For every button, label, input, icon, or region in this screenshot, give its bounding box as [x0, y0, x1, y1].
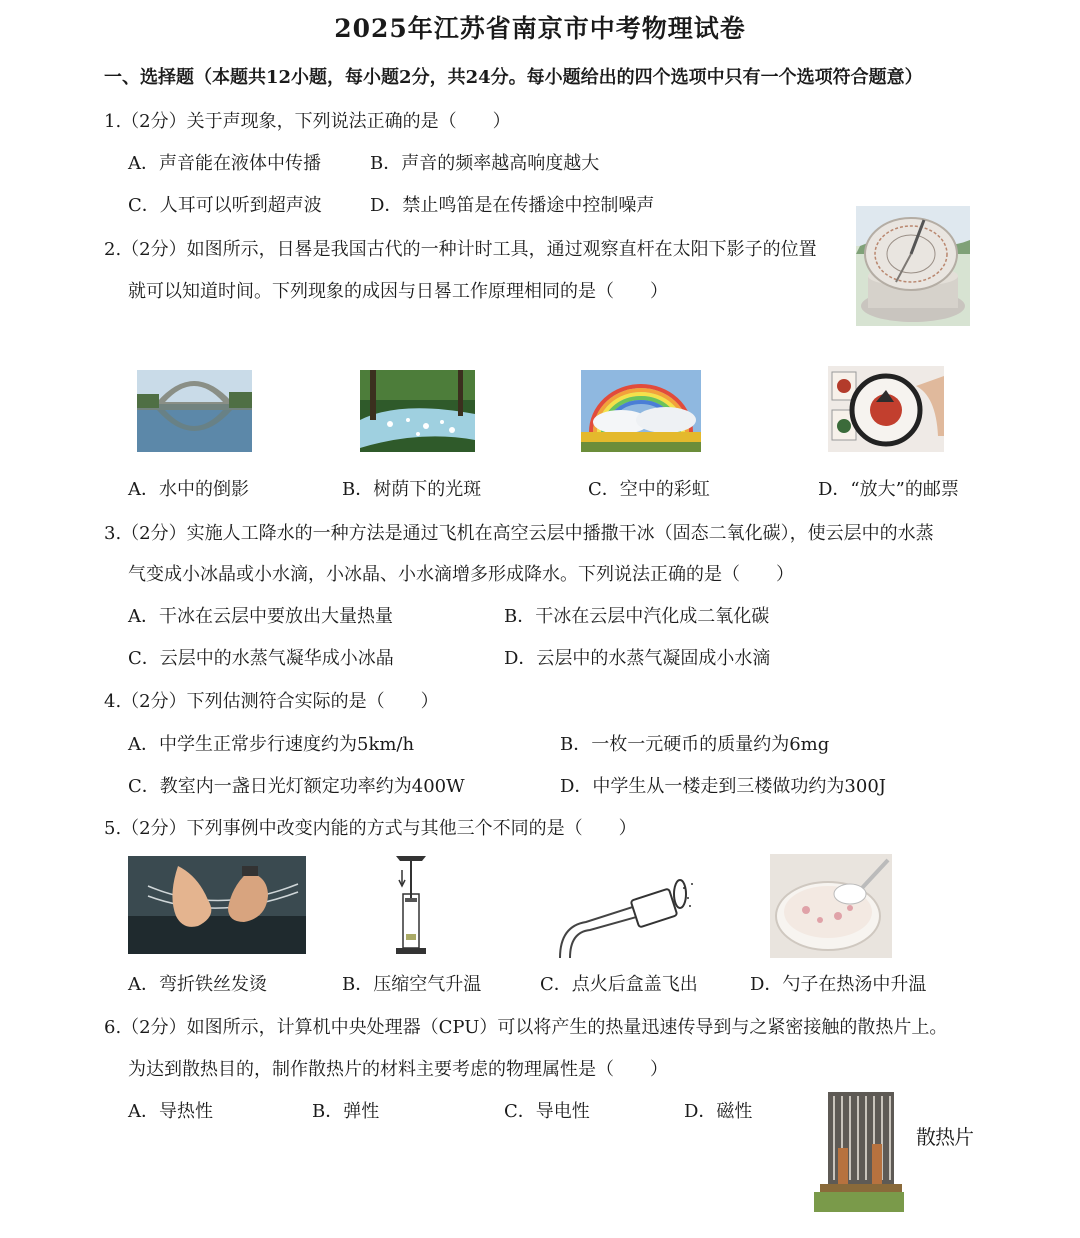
tree-shade-image — [360, 370, 475, 452]
q6-option-b: B．弹性 — [312, 1101, 380, 1122]
q1-option-b: B．声音的频率越高响度越大 — [370, 153, 600, 174]
q6-option-d: D．磁性 — [684, 1101, 753, 1122]
rainbow-image — [581, 370, 701, 452]
q5-option-b: B．压缩空气升温 — [342, 974, 482, 995]
q4-option-c: C．教室内一盏日光灯额定功率约为400W — [128, 776, 465, 797]
section-heading: 一、选择题（本题共12小题，每小题2分，共24分。每小题给出的四个选项中只有一个选项符合题意） — [104, 67, 923, 88]
q3-stem-line2: 气变成小冰晶或小水滴，小冰晶、小水滴增多形成降水。下列说法正确的是（ ） — [128, 564, 794, 585]
q5-option-a: A．弯折铁丝发烫 — [128, 974, 267, 995]
q2-option-d: D．“放大”的邮票 — [818, 479, 959, 500]
q1-stem: 1.（2分）关于声现象，下列说法正确的是（ ） — [104, 111, 511, 132]
q1-option-d: D．禁止鸣笛是在传播途中控制噪声 — [370, 195, 655, 216]
q5-option-d: D．勺子在热汤中升温 — [750, 974, 927, 995]
q3-option-b: B．干冰在云层中汽化成二氧化碳 — [504, 606, 770, 627]
magnified-stamp-image — [828, 366, 944, 452]
q3-option-a: A．干冰在云层中要放出大量热量 — [128, 606, 393, 627]
q2-option-a: A．水中的倒影 — [128, 479, 249, 500]
spoon-soup-image — [770, 854, 892, 958]
q6-stem-line1: 6.（2分）如图所示，计算机中央处理器（CPU）可以将产生的热量迅速传导到与之紧密接触的散热片上。 — [104, 1017, 948, 1038]
q6-option-a: A．导热性 — [128, 1101, 213, 1122]
q3-stem-line1: 3.（2分）实施人工降水的一种方法是通过飞机在高空云层中播撒干冰（固态二氧化碳），使云层中的水蒸 — [104, 523, 934, 544]
q1-option-a: A．声音能在液体中传播 — [128, 153, 321, 174]
bending-wire-image — [128, 856, 306, 954]
air-compression-image — [386, 850, 436, 960]
bridge-reflection-image — [137, 370, 252, 452]
q3-option-c: C．云层中的水蒸气凝华成小冰晶 — [128, 648, 394, 669]
sundial-image — [856, 206, 970, 326]
q2-stem-line2: 就可以知道时间。下列现象的成因与日晷工作原理相同的是（ ） — [128, 281, 668, 302]
heat-sink-image — [812, 1088, 908, 1212]
q2-option-b: B．树荫下的光斑 — [342, 479, 482, 500]
ignition-box-image — [556, 876, 696, 960]
q1-option-c: C．人耳可以听到超声波 — [128, 195, 322, 216]
q4-option-b: B．一枚一元硬币的质量约为6mg — [560, 734, 830, 755]
q3-option-d: D．云层中的水蒸气凝固成小水滴 — [504, 648, 771, 669]
q4-stem: 4.（2分）下列估测符合实际的是（ ） — [104, 691, 439, 712]
q6-stem-line2: 为达到散热目的，制作散热片的材料主要考虑的物理属性是（ ） — [128, 1059, 668, 1080]
page-title: 2025年江苏省南京市中考物理试卷 — [334, 14, 746, 43]
q5-stem: 5.（2分）下列事例中改变内能的方式与其他三个不同的是（ ） — [104, 818, 637, 839]
q2-option-c: C．空中的彩虹 — [588, 479, 710, 500]
q2-stem-line1: 2.（2分）如图所示，日晷是我国古代的一种计时工具，通过观察直杆在太阳下影子的位置 — [104, 239, 817, 260]
q4-option-a: A．中学生正常步行速度约为5km/h — [128, 734, 415, 755]
heat-sink-label: 散热片 — [916, 1125, 973, 1149]
q6-option-c: C．导电性 — [504, 1101, 590, 1122]
q4-option-d: D．中学生从一楼走到三楼做功约为300J — [560, 776, 887, 797]
q5-option-c: C．点火后盒盖飞出 — [540, 974, 698, 995]
